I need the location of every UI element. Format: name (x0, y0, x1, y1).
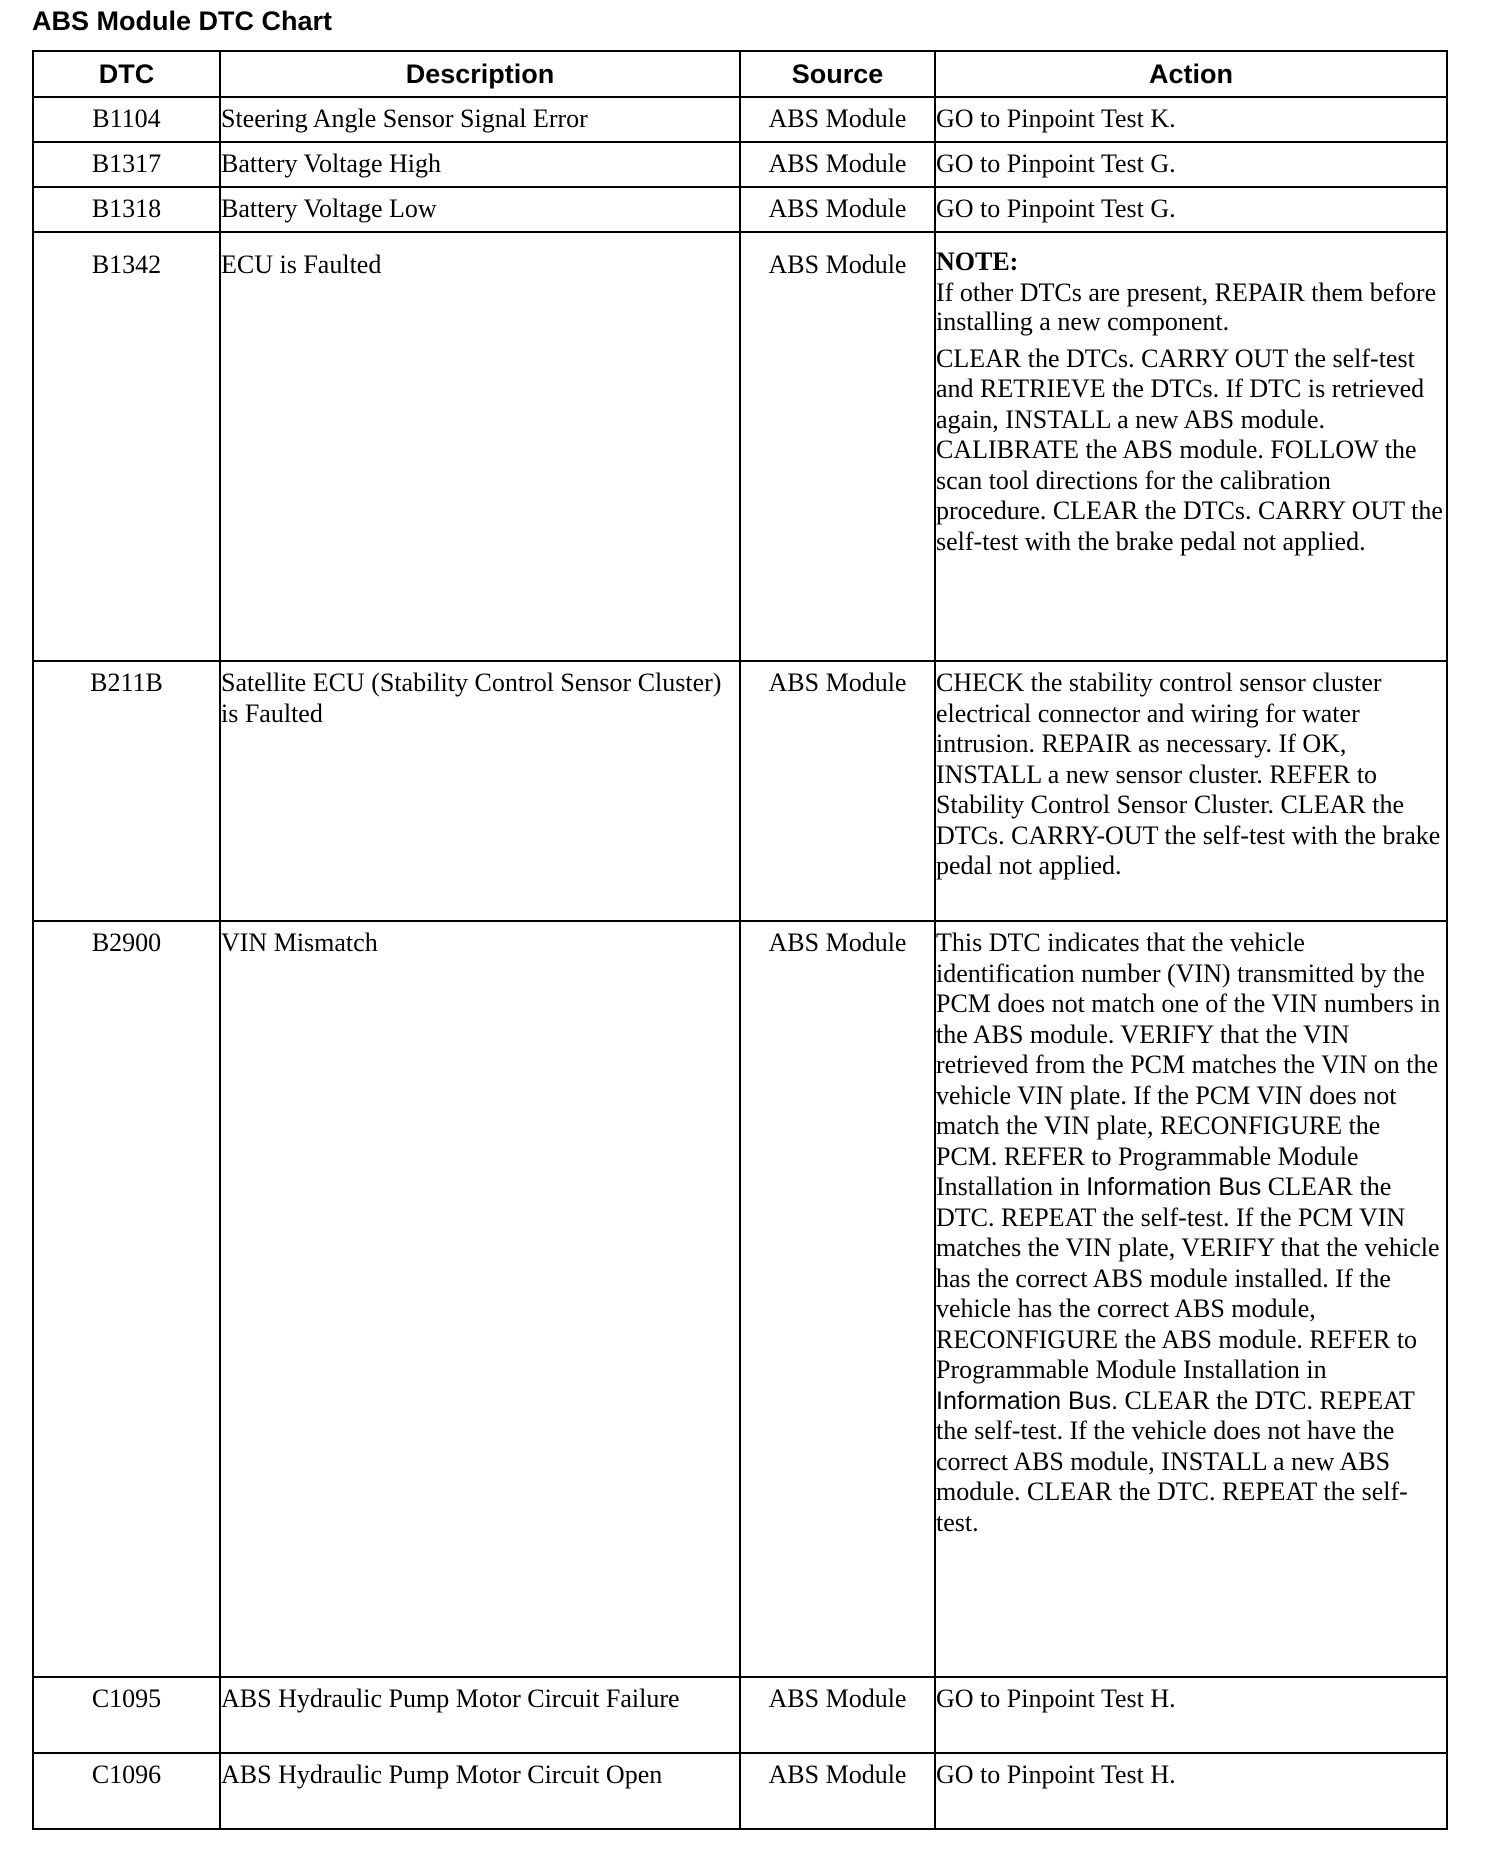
dtc-code: C1096 (33, 1753, 220, 1829)
note-text: If other DTCs are present, REPAIR them before installing a new component. (936, 277, 1437, 336)
dtc-description: Battery Voltage Low (220, 187, 740, 232)
dtc-code: B1318 (33, 187, 220, 232)
dtc-description: VIN Mismatch (220, 921, 740, 1677)
column-header-source: Source (740, 51, 935, 97)
dtc-source: ABS Module (740, 1753, 935, 1829)
dtc-description: Satellite ECU (Stability Control Sensor Cluster) is Faulted (220, 661, 740, 921)
table-row (33, 187, 1447, 232)
action-text: This DTC indicates that the vehicle identification number (VIN) transmitted by the PCM does not match one of the VIN numbers in the ABS module. VERIFY that the VIN retrieved from the PCM matches the VIN on the vehicle VIN plate. If the PCM VIN does not match the VIN plate, RECONFIGURE the PCM. REFER to Programmable Module Installation in (936, 928, 1441, 1201)
column-header-action: Action (935, 51, 1447, 97)
table-row (33, 142, 1447, 187)
table-row (33, 661, 1447, 921)
table-row (33, 97, 1447, 142)
dtc-source: ABS Module (740, 187, 935, 232)
manual-reference: Information Bus. (936, 1386, 1119, 1415)
dtc-source: ABS Module (740, 1677, 935, 1753)
dtc-description: ABS Hydraulic Pump Motor Circuit Open (220, 1753, 740, 1829)
note-label: NOTE: (936, 247, 1019, 276)
dtc-description: ECU is Faulted (220, 232, 740, 661)
dtc-source: ABS Module (740, 661, 935, 921)
dtc-code: B1104 (33, 97, 220, 142)
dtc-action: GO to Pinpoint Test K. (935, 97, 1447, 142)
dtc-description: Steering Angle Sensor Signal Error (220, 97, 740, 142)
table-row (33, 1677, 1447, 1753)
table-header-row (33, 51, 1447, 97)
dtc-code: B211B (33, 661, 220, 921)
action-text: CLEAR the DTCs. CARRY OUT the self-test and RETRIEVE the DTCs. If DTC is retrieved again, INSTALL a new ABS module. CALIBRATE the ABS module. FOLLOW the scan tool directions for the calibration procedure. CLEAR the DTCs. CARRY OUT the self-test with the brake pedal not applied. (936, 343, 1443, 556)
action-text: CLEAR the DTC. REPEAT the self-test. If the vehicle does not have the correct ABS module, INSTALL a new ABS module. CLEAR the DTC. REPEAT the self-test. (936, 1385, 1415, 1537)
dtc-action: CHECK the stability control sensor cluster electrical connector and wiring for water intrusion. REPAIR as necessary. If OK, INSTALL a new sensor cluster. REFER to Stability Control Sensor Cluster. CLEAR the DTCs. CARRY-OUT the self-test with the brake pedal not applied. (935, 661, 1447, 921)
page-title: ABS Module DTC Chart (32, 6, 332, 36)
dtc-description: ABS Hydraulic Pump Motor Circuit Failure (220, 1677, 740, 1753)
action-text: CLEAR the DTC. REPEAT the self-test. If the PCM VIN matches the VIN plate, VERIFY that the vehicle has the correct ABS module installed. If the vehicle has the correct ABS module, RECONFIGURE the ABS module. REFER to Programmable Module Installation in (936, 1172, 1440, 1384)
table-row (33, 1753, 1447, 1829)
column-header-description: Description (220, 51, 740, 97)
dtc-source: ABS Module (740, 921, 935, 1677)
dtc-action (935, 921, 1447, 1677)
dtc-source: ABS Module (740, 142, 935, 187)
dtc-code: B1317 (33, 142, 220, 187)
manual-reference: Information Bus (1086, 1173, 1262, 1201)
dtc-action: GO to Pinpoint Test H. (935, 1753, 1447, 1829)
dtc-action (935, 232, 1447, 661)
dtc-action: GO to Pinpoint Test H. (935, 1677, 1447, 1753)
dtc-code: B1342 (33, 232, 220, 661)
column-header-dtc: DTC (33, 51, 220, 97)
table-row (33, 232, 1447, 661)
dtc-code: C1095 (33, 1677, 220, 1753)
dtc-description: Battery Voltage High (220, 142, 740, 187)
table-row (33, 921, 1447, 1677)
dtc-table (32, 50, 1448, 1830)
dtc-source: ABS Module (740, 97, 935, 142)
dtc-source: ABS Module (740, 232, 935, 661)
dtc-action: GO to Pinpoint Test G. (935, 187, 1447, 232)
dtc-code: B2900 (33, 921, 220, 1677)
dtc-action: GO to Pinpoint Test G. (935, 142, 1447, 187)
